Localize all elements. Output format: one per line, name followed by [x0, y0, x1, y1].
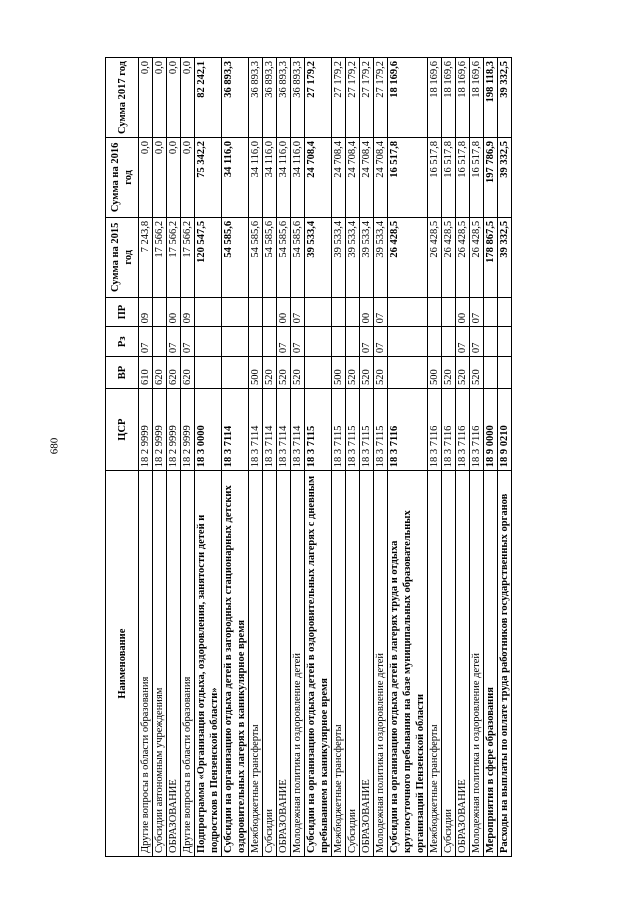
cell-vr: 520: [346, 357, 360, 389]
cell-rz: 07: [374, 327, 388, 357]
table-row: [360, 58, 374, 857]
cell-vr: 610: [139, 357, 153, 389]
cell-pr: [346, 297, 360, 327]
cell-csr: 18 2 9999: [153, 389, 167, 471]
cell-sum-2017: 0,0: [153, 58, 167, 138]
cell-pr: 00: [456, 297, 470, 327]
table-row: [388, 58, 428, 857]
cell-csr: 18 3 7114: [249, 389, 263, 471]
page-number: 680: [48, 437, 61, 455]
cell-rz: [346, 327, 360, 357]
cell-rz: 07: [470, 327, 484, 357]
cell-pr: 00: [277, 297, 291, 327]
cell-sum-2015: 39 533,4: [332, 217, 346, 297]
table-row: [263, 58, 277, 857]
header-pr: ПР: [106, 297, 139, 327]
table-row: [442, 58, 456, 857]
cell-sum-2017: 18 169,6: [470, 58, 484, 138]
cell-sum-2016: 39 332,5: [498, 137, 512, 217]
cell-sum-2015: 26 428,5: [470, 217, 484, 297]
cell-rz: 07: [360, 327, 374, 357]
cell-sum-2016: 24 708,4: [332, 137, 346, 217]
cell-pr: [263, 297, 277, 327]
cell-pr: [428, 297, 442, 327]
cell-sum-2016: 16 517,8: [470, 137, 484, 217]
cell-sum-2015: 17 566,2: [167, 217, 181, 297]
cell-sum-2015: 54 585,6: [249, 217, 263, 297]
cell-name: Субсидии: [346, 471, 360, 857]
table-row: [153, 58, 167, 857]
cell-sum-2015: 26 428,5: [388, 217, 428, 297]
cell-sum-2017: 27 179,2: [332, 58, 346, 138]
cell-rz: [388, 327, 428, 357]
cell-sum-2015: 39 533,4: [360, 217, 374, 297]
cell-vr: [222, 357, 249, 389]
header-rz: Рз: [106, 327, 139, 357]
table-row: [249, 58, 263, 857]
cell-pr: [249, 297, 263, 327]
cell-sum-2017: 82 242,1: [195, 58, 222, 138]
cell-sum-2016: 24 708,4: [346, 137, 360, 217]
cell-sum-2017: 27 179,2: [346, 58, 360, 138]
cell-name: Субсидии на организацию отдыха детей в оздоровительных лагерях с дневным пребыванием в каникулярное время: [305, 471, 332, 857]
cell-sum-2016: 34 116,0: [291, 137, 305, 217]
table-row: [498, 58, 512, 857]
header-vr: ВР: [106, 357, 139, 389]
cell-sum-2015: 17 566,2: [181, 217, 195, 297]
cell-rz: [249, 327, 263, 357]
cell-sum-2017: 0,0: [139, 58, 153, 138]
cell-sum-2017: 0,0: [167, 58, 181, 138]
cell-name: ОБРАЗОВАНИЕ: [167, 471, 181, 857]
cell-csr: 18 2 9999: [167, 389, 181, 471]
cell-csr: 18 3 7116: [470, 389, 484, 471]
cell-csr: 18 3 7114: [291, 389, 305, 471]
cell-sum-2017: 36 893,3: [222, 58, 249, 138]
table-row: [456, 58, 470, 857]
cell-rz: [428, 327, 442, 357]
cell-name: ОБРАЗОВАНИЕ: [456, 471, 470, 857]
cell-vr: [484, 357, 498, 389]
cell-vr: 500: [332, 357, 346, 389]
cell-sum-2016: 0,0: [181, 137, 195, 217]
cell-sum-2016: 34 116,0: [222, 137, 249, 217]
cell-rz: 07: [181, 327, 195, 357]
cell-sum-2015: 7 243,8: [139, 217, 153, 297]
cell-vr: 520: [374, 357, 388, 389]
cell-sum-2017: 27 179,2: [374, 58, 388, 138]
cell-name: Мероприятия в сфере образования: [484, 471, 498, 857]
cell-rz: [222, 327, 249, 357]
cell-name: Межбюджетные трансферты: [428, 471, 442, 857]
cell-name: Субсидии: [442, 471, 456, 857]
cell-csr: 18 3 7116: [428, 389, 442, 471]
cell-vr: 520: [263, 357, 277, 389]
cell-pr: [442, 297, 456, 327]
table-row: [305, 58, 332, 857]
table-row: [277, 58, 291, 857]
table-row: [346, 58, 360, 857]
cell-name: Молодежная политика и оздоровление детей: [291, 471, 305, 857]
cell-vr: [498, 357, 512, 389]
table-row: [428, 58, 442, 857]
cell-name: Другие вопросы в области образования: [139, 471, 153, 857]
cell-rz: [153, 327, 167, 357]
cell-name: Молодежная политика и оздоровление детей: [374, 471, 388, 857]
cell-sum-2016: 16 517,8: [388, 137, 428, 217]
cell-sum-2016: 0,0: [153, 137, 167, 217]
cell-sum-2015: 39 533,4: [346, 217, 360, 297]
cell-sum-2017: 36 893,3: [249, 58, 263, 138]
cell-rz: [442, 327, 456, 357]
cell-rz: 07: [456, 327, 470, 357]
table-row: [167, 58, 181, 857]
cell-csr: 18 3 7114: [263, 389, 277, 471]
cell-sum-2017: 36 893,3: [263, 58, 277, 138]
cell-csr: 18 3 7115: [374, 389, 388, 471]
cell-name: Субсидии: [263, 471, 277, 857]
cell-name: ОБРАЗОВАНИЕ: [277, 471, 291, 857]
cell-vr: [305, 357, 332, 389]
cell-sum-2015: 39 332,5: [498, 217, 512, 297]
cell-sum-2015: 120 547,5: [195, 217, 222, 297]
cell-pr: [305, 297, 332, 327]
cell-sum-2017: 0,0: [181, 58, 195, 138]
cell-sum-2016: 34 116,0: [277, 137, 291, 217]
table-row: [291, 58, 305, 857]
cell-csr: 18 3 7114: [222, 389, 249, 471]
cell-sum-2016: 16 517,8: [442, 137, 456, 217]
cell-rz: 07: [277, 327, 291, 357]
cell-rz: [498, 327, 512, 357]
cell-sum-2016: 24 708,4: [360, 137, 374, 217]
cell-sum-2015: 26 428,5: [456, 217, 470, 297]
cell-vr: 520: [291, 357, 305, 389]
cell-vr: 520: [470, 357, 484, 389]
cell-sum-2016: 75 342,2: [195, 137, 222, 217]
table-row: [181, 58, 195, 857]
header-sum-2016: Сумма на 2016 год: [106, 137, 139, 217]
cell-rz: [305, 327, 332, 357]
cell-csr: 18 3 7115: [360, 389, 374, 471]
cell-sum-2015: 54 585,6: [263, 217, 277, 297]
table-row: [195, 58, 222, 857]
cell-csr: 18 3 7115: [346, 389, 360, 471]
cell-sum-2017: 18 169,6: [456, 58, 470, 138]
cell-sum-2015: 39 533,4: [374, 217, 388, 297]
cell-name: Подпрограмма «Организация отдыха, оздоровления, занятости детей и подростков в Пензенской области»: [195, 471, 222, 857]
cell-sum-2017: 36 893,3: [291, 58, 305, 138]
table-row: [332, 58, 346, 857]
header-sum-2015: Сумма на 2015 год: [106, 217, 139, 297]
cell-pr: [388, 297, 428, 327]
cell-sum-2016: 0,0: [167, 137, 181, 217]
cell-rz: 07: [291, 327, 305, 357]
header-csr: ЦСР: [106, 389, 139, 471]
budget-table: [105, 57, 512, 857]
cell-pr: 09: [181, 297, 195, 327]
cell-rz: 07: [139, 327, 153, 357]
cell-vr: 620: [181, 357, 195, 389]
cell-pr: 07: [291, 297, 305, 327]
cell-sum-2017: 18 169,6: [388, 58, 428, 138]
cell-pr: 00: [167, 297, 181, 327]
cell-pr: [498, 297, 512, 327]
cell-sum-2017: 27 179,2: [305, 58, 332, 138]
cell-sum-2016: 34 116,0: [263, 137, 277, 217]
cell-vr: 520: [442, 357, 456, 389]
table-header: [106, 58, 139, 857]
cell-name: Расходы на выплаты по оплате труда работников государственных органов: [498, 471, 512, 857]
cell-rz: 07: [167, 327, 181, 357]
table-body: [139, 58, 512, 857]
cell-csr: 18 3 7116: [442, 389, 456, 471]
cell-vr: 620: [153, 357, 167, 389]
cell-pr: [332, 297, 346, 327]
cell-csr: 18 3 7115: [305, 389, 332, 471]
cell-vr: [388, 357, 428, 389]
cell-sum-2016: 24 708,4: [374, 137, 388, 217]
cell-vr: 520: [456, 357, 470, 389]
table-row: [470, 58, 484, 857]
cell-sum-2017: 198 118,3: [484, 58, 498, 138]
cell-rz: [195, 327, 222, 357]
table-row: [484, 58, 498, 857]
cell-pr: [222, 297, 249, 327]
cell-sum-2015: 26 428,5: [442, 217, 456, 297]
table-row: [222, 58, 249, 857]
cell-sum-2016: 0,0: [139, 137, 153, 217]
cell-sum-2015: 54 585,6: [291, 217, 305, 297]
cell-pr: 07: [470, 297, 484, 327]
cell-rz: [263, 327, 277, 357]
cell-sum-2016: 16 517,8: [428, 137, 442, 217]
cell-name: Другие вопросы в области образования: [181, 471, 195, 857]
cell-sum-2017: 18 169,6: [428, 58, 442, 138]
cell-pr: 07: [374, 297, 388, 327]
cell-pr: [484, 297, 498, 327]
cell-sum-2015: 54 585,6: [277, 217, 291, 297]
cell-name: Молодежная политика и оздоровление детей: [470, 471, 484, 857]
cell-csr: 18 3 7114: [277, 389, 291, 471]
cell-sum-2015: 178 867,5: [484, 217, 498, 297]
cell-csr: 18 3 7115: [332, 389, 346, 471]
cell-csr: 18 3 7116: [456, 389, 470, 471]
table-row: [139, 58, 153, 857]
cell-sum-2016: 34 116,0: [249, 137, 263, 217]
cell-sum-2017: 39 332,5: [498, 58, 512, 138]
header-name: Наименование: [106, 471, 139, 857]
cell-csr: 18 3 0000: [195, 389, 222, 471]
cell-csr: 18 9 0210: [498, 389, 512, 471]
cell-sum-2016: 16 517,8: [456, 137, 470, 217]
cell-sum-2017: 36 893,3: [277, 58, 291, 138]
cell-name: Межбюджетные трансферты: [249, 471, 263, 857]
cell-sum-2015: 17 566,2: [153, 217, 167, 297]
cell-sum-2017: 27 179,2: [360, 58, 374, 138]
cell-name: Субсидии на организацию отдыха детей в лагерях труда и отдыха круглосуточного пребывания на базе муниципальных образовательных организаций Пензенской области: [388, 471, 428, 857]
cell-sum-2015: 39 533,4: [305, 217, 332, 297]
cell-name: Межбюджетные трансферты: [332, 471, 346, 857]
cell-pr: 00: [360, 297, 374, 327]
cell-vr: 500: [249, 357, 263, 389]
cell-sum-2016: 197 786,9: [484, 137, 498, 217]
cell-sum-2016: 24 708,4: [305, 137, 332, 217]
cell-pr: 09: [139, 297, 153, 327]
cell-name: Субсидии на организацию отдыха детей в загородных стационарных детских оздоровительных лагерях в каникулярное время: [222, 471, 249, 857]
header-sum-2017: Сумма 2017 год: [106, 58, 139, 138]
cell-csr: 18 9 0000: [484, 389, 498, 471]
rotated-table-block: [105, 57, 595, 857]
cell-vr: 620: [167, 357, 181, 389]
table-row: [374, 58, 388, 857]
cell-name: Субсидии автономным учреждениям: [153, 471, 167, 857]
cell-vr: 520: [360, 357, 374, 389]
cell-name: ОБРАЗОВАНИЕ: [360, 471, 374, 857]
cell-rz: [332, 327, 346, 357]
cell-sum-2015: 54 585,6: [222, 217, 249, 297]
cell-csr: 18 3 7116: [388, 389, 428, 471]
cell-pr: [153, 297, 167, 327]
cell-sum-2017: 18 169,6: [442, 58, 456, 138]
cell-rz: [484, 327, 498, 357]
cell-pr: [195, 297, 222, 327]
cell-vr: 500: [428, 357, 442, 389]
cell-sum-2015: 26 428,5: [428, 217, 442, 297]
cell-csr: 18 2 9999: [139, 389, 153, 471]
cell-vr: [195, 357, 222, 389]
cell-csr: 18 2 9999: [181, 389, 195, 471]
cell-vr: 520: [277, 357, 291, 389]
